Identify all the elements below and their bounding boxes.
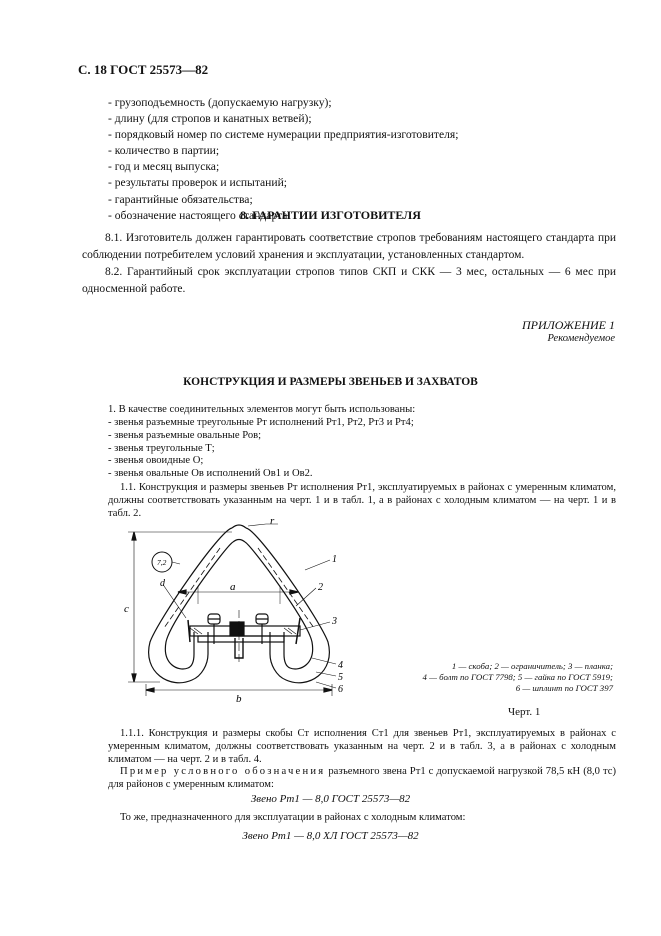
label-3: 3 — [332, 616, 337, 627]
legend-line: 6 — шплинт по ГОСТ 397 — [515, 683, 613, 693]
list-item: - грузоподъемность (допускаемую нагрузку); — [108, 96, 332, 109]
label-b: b — [236, 693, 242, 705]
paragraph-8-1: 8.1. Изготовитель должен гарантировать соответствие стропов требованиям настоящего стандарта при соблюдении потребителем условий хранения и эксплуатации, установленных стандартом. — [82, 232, 616, 261]
drawing-caption: Черт. 1 — [508, 706, 541, 718]
list-item: - длину (для стропов и канатных ветвей); — [108, 112, 312, 126]
paragraph-1-1-1: 1.1.1. Конструкция и размеры скобы Ст исполнения Ст1 для звеньев Рт1, эксплуатируемых в районах с умеренным климатом, должны соответствовать указанным на черт. 2 и в табл. 3, а в районах с холодным климатом — на черт. 2 и в табл. 4. — [108, 728, 616, 765]
paragraph-8-2: 8.2. Гарантийный срок эксплуатации стропов типов СКП и СКК — 3 мес, остальных — 6 мес при односменной работе. — [82, 266, 616, 295]
label-1: 1 — [332, 554, 337, 565]
legend-line: 1 — скоба; 2 — ограничитель; 3 — планка; — [451, 661, 613, 671]
list-item: - год и месяц выпуска; — [108, 160, 220, 174]
list-item: - порядковый номер по системе нумерации предприятия-изготовителя; — [108, 128, 459, 142]
appendix-status: Рекомендуемое — [547, 333, 615, 344]
list-item: - звенья разъемные овальные Ров; — [108, 429, 262, 441]
legend-line: 4 — болт по ГОСТ 7798; 5 — гайка по ГОСТ 5919; — [422, 672, 613, 682]
list-item: - результаты проверок и испытаний; — [108, 176, 288, 190]
list-item: - звенья треугольные Т; — [108, 442, 215, 454]
label-2: 2 — [318, 582, 323, 593]
same-cold-climate: То же, предназначенного для эксплуатации в районах с холодным климатом: — [120, 812, 466, 823]
label-a: a — [230, 581, 236, 593]
example-designation-2: Звено Рт1 — 8,0 ХЛ ГОСТ 25573—82 — [242, 830, 419, 842]
section-8-title: 8. ГАРАНТИИ ИЗГОТОВИТЕЛЯ — [240, 208, 421, 222]
label-d: d — [160, 578, 165, 589]
example-text: разъемного звена Рт1 с допускаемой нагрузкой 78,5 кН (8,0 тс) для районов с умеренным климатом: — [108, 766, 616, 790]
label-6: 6 — [338, 684, 343, 695]
example-paragraph — [108, 766, 616, 792]
paragraph-1-1: 1.1. Конструкция и размеры звеньев Рт исполнения Рт1, эксплуатируемых в районах с умеренным климатом, должны соответствовать указанным на черт. 1 и в табл. 1, а в районах с холодным климатом — на черт. 1 и в табл. 2. — [108, 482, 616, 519]
drawing-legend — [358, 661, 613, 694]
link-drawing — [120, 512, 380, 708]
seal-label: 7,2 — [157, 558, 167, 567]
marking-list — [108, 95, 458, 224]
connector-list — [108, 417, 414, 481]
appendix-intro: 1. В качестве соединительных элементов могут быть использованы: — [108, 404, 416, 415]
label-r: r — [270, 515, 275, 527]
list-item: - звенья овальные Ов исполнений Ов1 и Ов2. — [108, 468, 313, 480]
page-header: С. 18 ГОСТ 25573—82 — [78, 62, 209, 77]
list-item: - обозначение настоящего стандарта. — [108, 208, 291, 222]
example-word: Пример условного обозначения — [120, 766, 326, 777]
list-item: - количество в партии; — [108, 144, 220, 158]
appendix-label — [522, 318, 615, 344]
example-designation-1: Звено Рт1 — 8,0 ГОСТ 25573—82 — [250, 793, 411, 805]
appendix-number: ПРИЛОЖЕНИЕ 1 — [522, 318, 615, 332]
label-4: 4 — [338, 660, 343, 671]
list-item: - гарантийные обязательства; — [108, 192, 253, 206]
appendix-title: КОНСТРУКЦИЯ И РАЗМЕРЫ ЗВЕНЬЕВ И ЗАХВАТОВ — [183, 376, 478, 388]
list-item: - звенья разъемные треугольные Рт исполнений Рт1, Рт2, Рт3 и Рт4; — [108, 417, 414, 428]
list-item: - звенья овоидные О; — [108, 455, 204, 467]
label-5: 5 — [338, 672, 343, 683]
label-c: c — [124, 603, 129, 615]
